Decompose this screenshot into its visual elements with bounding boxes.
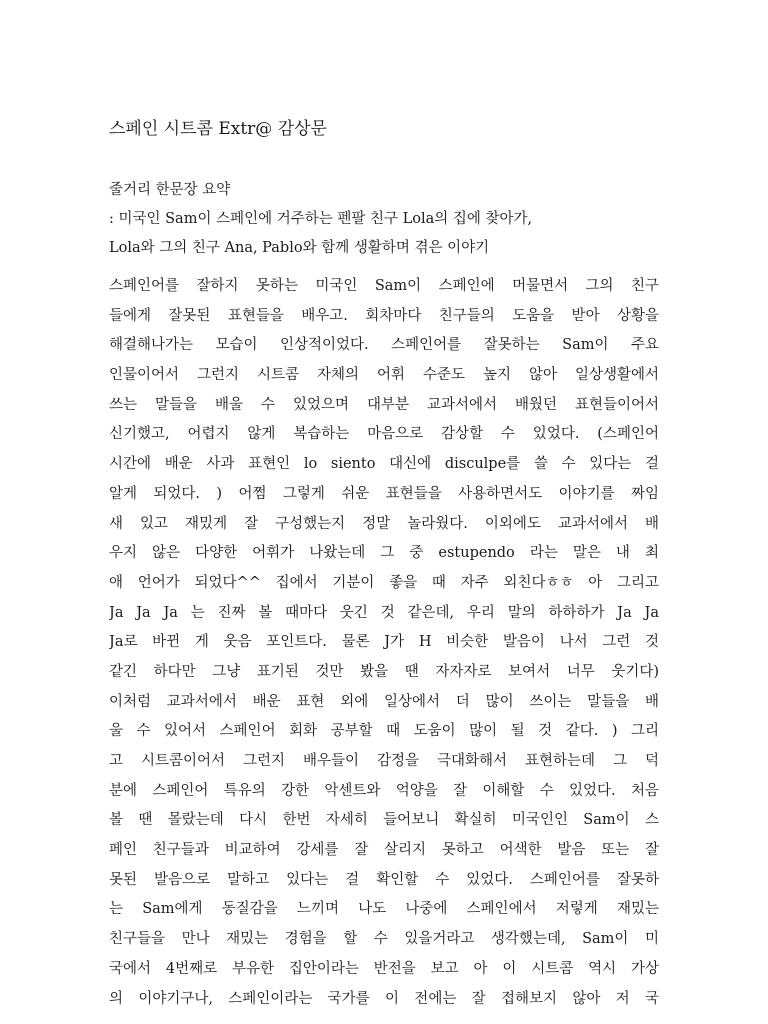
body-line: 인물이어서 그런지 시트콤 자체의 어휘 수준도 높지 않아 일상생활에서 (109, 367, 659, 384)
body-line: 못된 발음으로 말하고 있다는 걸 확인할 수 있었다. 스페인어를 잘못하 (109, 871, 659, 888)
body-line: 들에게 잘못된 표현들을 배우고. 회차마다 친구들의 도움을 받아 상황을 (109, 307, 659, 324)
body-line: 우지 않은 다양한 어휘가 나왔는데 그 중 estupendo 라는 말은 내 최 (109, 545, 659, 562)
body-line: Ja Ja Ja 는 진짜 볼 때마다 웃긴 것 같은데, 우리 말의 하하하가 Ja Ja (109, 604, 659, 621)
summary-heading: 줄거리 한문장 요약 (109, 182, 231, 198)
body-line: 울 수 있어서 스페인어 회화 공부할 때 도움이 많이 될 것 같다. ) 그리 (109, 723, 659, 740)
body-line: 친구들을 만나 재밌는 경험을 할 수 있을거라고 생각했는데, Sam이 미 (109, 931, 659, 948)
body-line: 쓰는 말들을 배울 수 있었으며 대부분 교과서에서 배웠던 표현들이어서 (109, 396, 659, 413)
body-line: 이처럼 교과서에서 배운 표현 외에 일상에서 더 많이 쓰이는 말들을 배 (109, 693, 659, 710)
body-line: 새 있고 재밌게 잘 구성했는지 정말 놀라웠다. 이외에도 교과서에서 배 (109, 515, 659, 532)
body-line: 의 이야기구나, 스페인이라는 국가를 이 전에는 잘 접해보지 않아 저 국 (109, 990, 659, 1007)
body-line: 스페인어를 잘하지 못하는 미국인 Sam이 스페인에 머물면서 그의 친구 (109, 278, 659, 294)
document-title: 스페인 시트콤 Extr@ 감상문 (109, 119, 327, 139)
summary-line: : 미국인 Sam이 스페인에 거주하는 펜팔 친구 Lola의 집에 찾아가, (109, 211, 533, 227)
body-line: 해결해나가는 모습이 인상적이었다. 스페인어를 잘못하는 Sam이 주요 (109, 337, 659, 354)
body-paragraph (109, 272, 659, 1014)
body-line: 애 언어가 되었다^^ 집에서 기분이 좋을 때 자주 외친다ㅎㅎ 아 그리고 (109, 574, 659, 591)
summary-line: Lola와 그의 친구 Ana, Pablo와 함께 생활하며 겪은 이야기 (109, 240, 490, 256)
body-line: 신기했고, 어렵지 않게 복습하는 마음으로 감상할 수 있었다. (스페인어 (109, 426, 659, 443)
summary-section (109, 176, 532, 263)
body-line: 알게 되었다. ) 어쩜 그렇게 쉬운 표현들을 사용하면서도 이야기를 짜임 (109, 485, 659, 502)
body-line: 볼 땐 몰랐는데 다시 한번 자세히 들어보니 확실히 미국인인 Sam이 스 (109, 812, 659, 829)
body-line: 는 Sam에게 동질감을 느끼며 나도 나중에 스페인에서 저렇게 재밌는 (109, 901, 659, 918)
body-line: 페인 친구들과 비교하여 강세를 잘 살리지 못하고 어색한 발음 또는 잘 (109, 842, 659, 859)
body-line: 분에 스페인어 특유의 강한 악센트와 억양을 잘 이해할 수 있었다. 처음 (109, 782, 659, 799)
body-line: Ja로 바뀐 게 웃음 포인트다. 물론 J가 H 비슷한 발음이 나서 그런 것 (109, 634, 659, 651)
body-line: 고 시트콤이어서 그런지 배우들이 감정을 극대화해서 표현하는데 그 덕 (109, 753, 659, 769)
body-line: 같긴 하다만 그냥 표기된 것만 봤을 땐 자자자로 보여서 너무 웃기다) (109, 663, 659, 680)
body-line: 시간에 배운 사과 표현인 lo siento 대신에 disculpe를 쓸 수 있다는 걸 (109, 456, 659, 473)
body-line: 국에서 4번째로 부유한 집안이라는 반전을 보고 아 이 시트콤 역시 가상 (109, 960, 659, 977)
